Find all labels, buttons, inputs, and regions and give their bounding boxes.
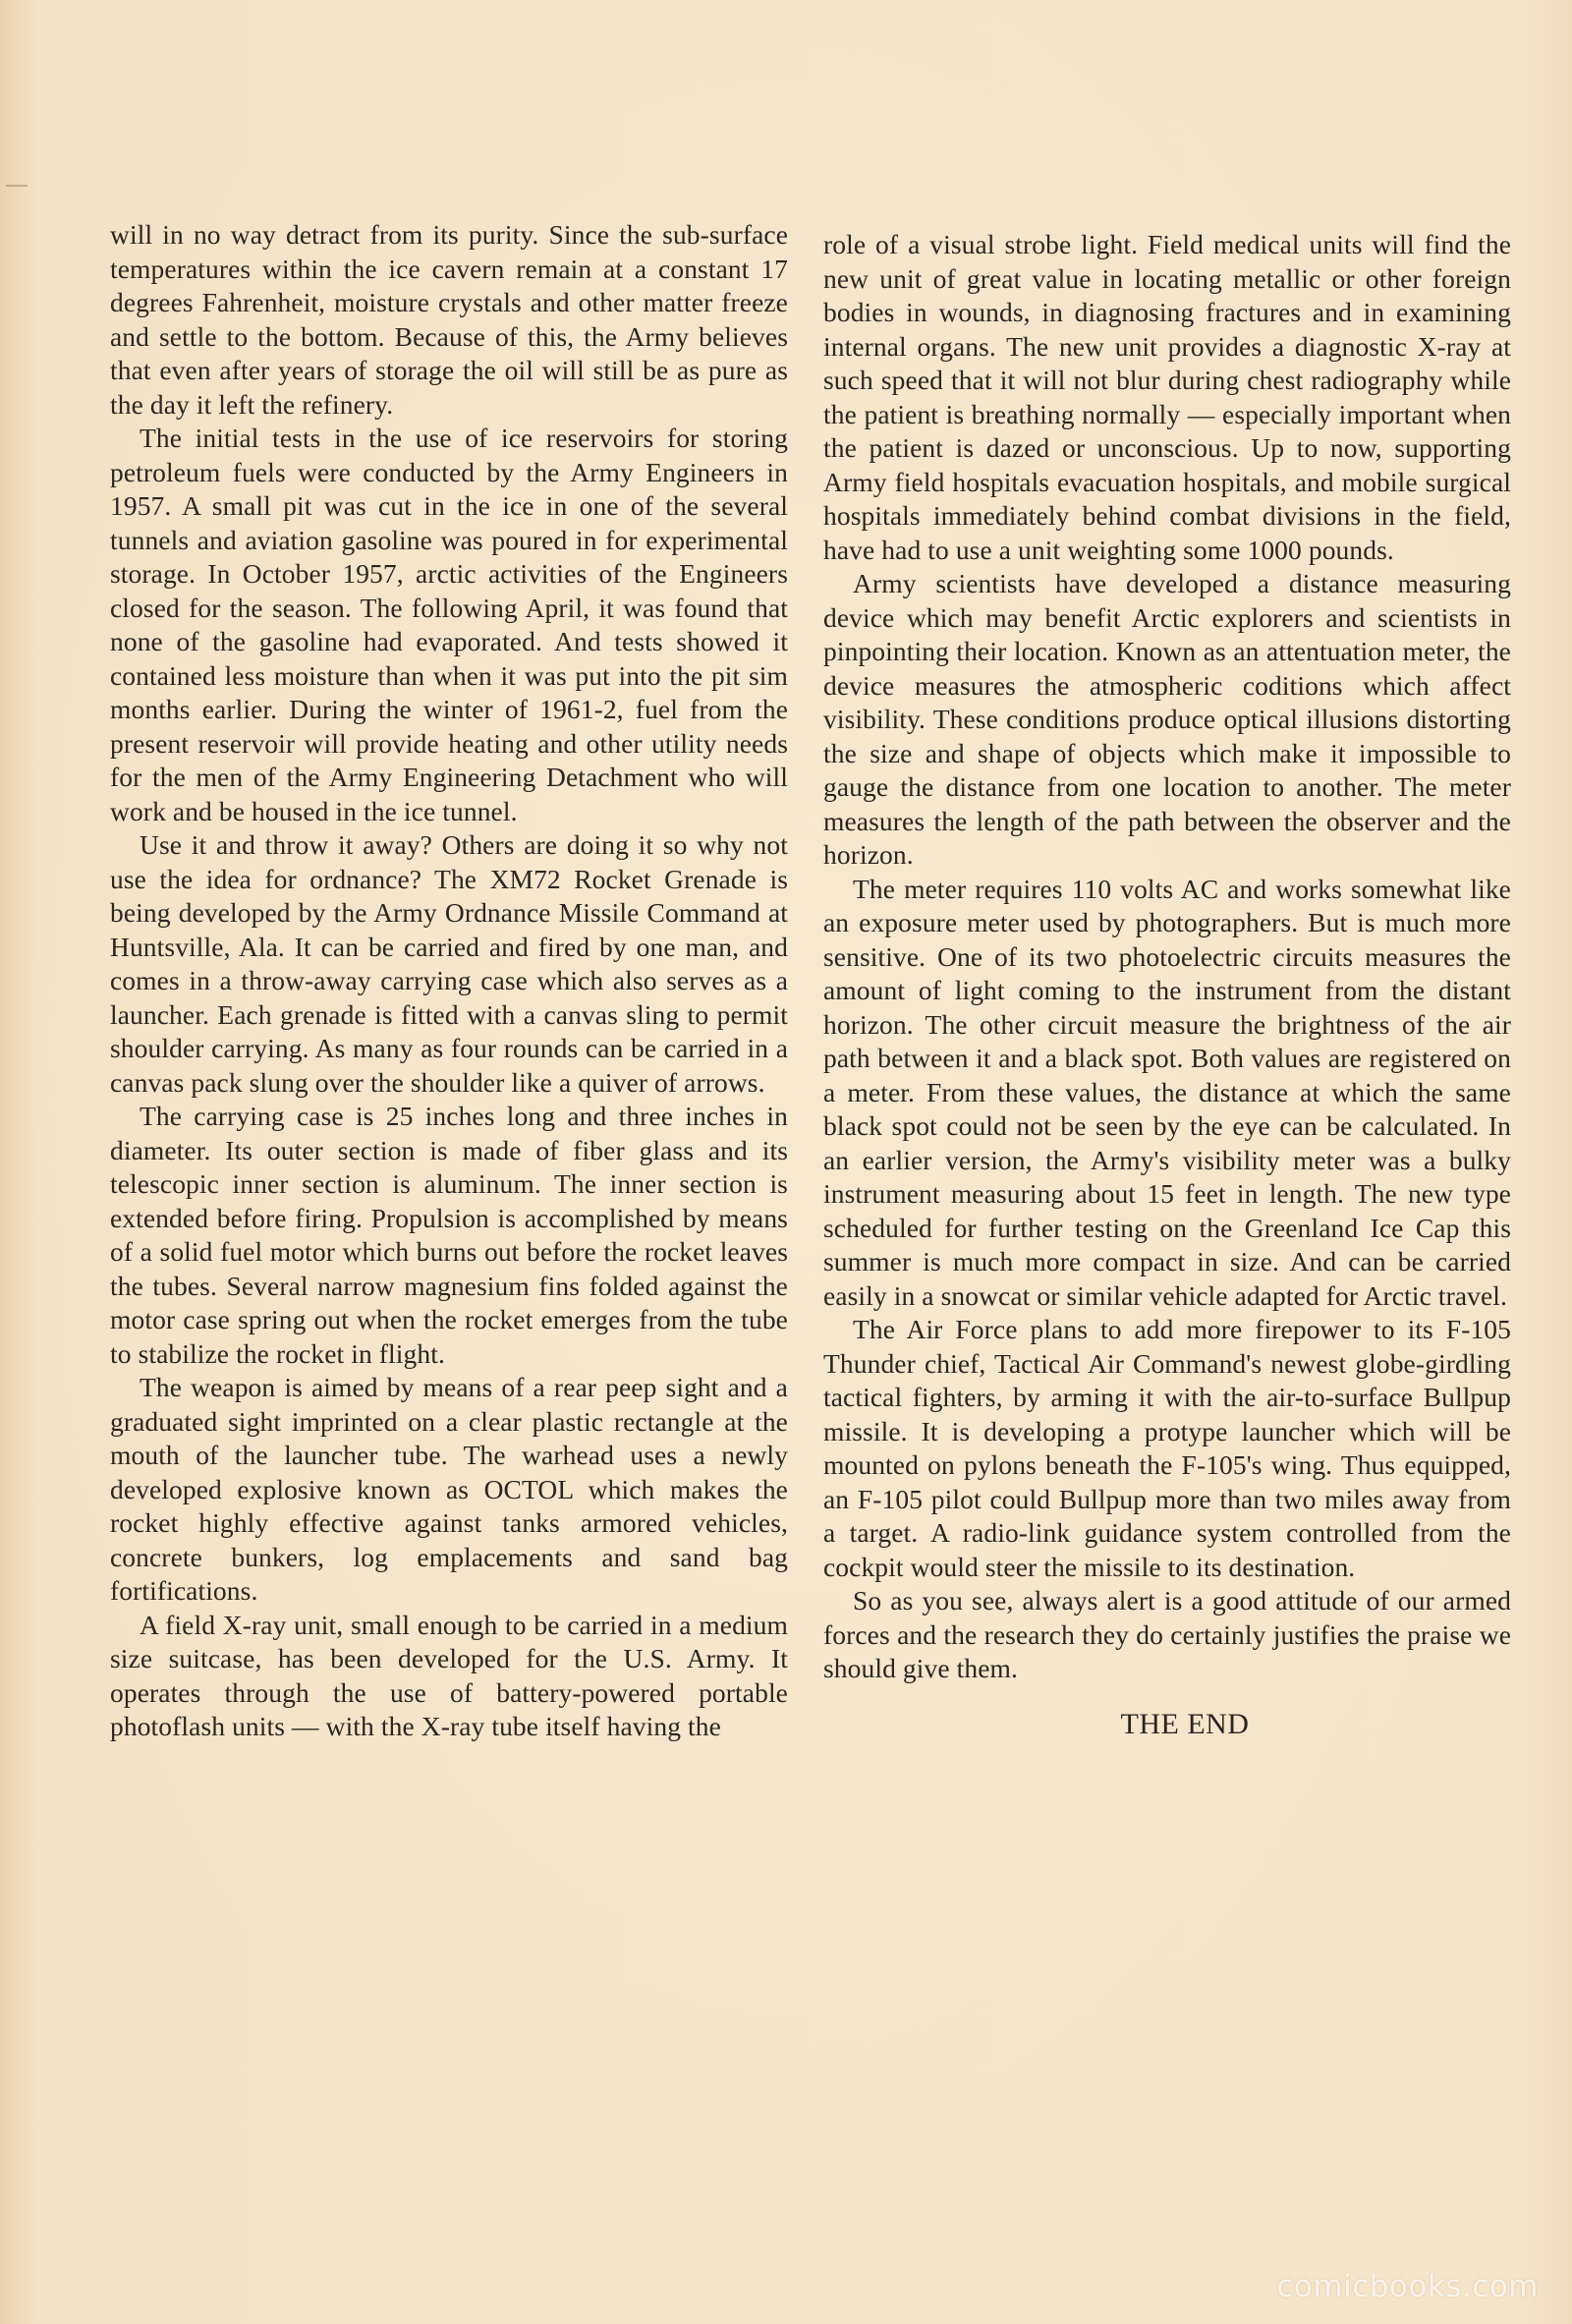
paragraph: The meter requires 110 volts AC and works somewhat like an exposure meter used by photographers. But is much more sensitive. One of its two photoelectric circuits measures the amount of light coming to the instrument from the distant horizon. The other circuit measure the brightness of the air path between it and a black spot. Both values are registered on a meter. From these values, the distance at which the same black spot could not be seen by the eye can be calculated. In an earlier version, the Army's visibility meter was a bulky instrument measuring about 15 feet in length. The new type scheduled for further testing on the Greenland Ice Cap this summer is much more compact in size. And can be carried easily in a snowcat or similar vehicle adapted for Arctic travel. (823, 873, 1511, 1311)
the-end-label: THE END (1120, 1707, 1250, 1740)
paragraph: The initial tests in the use of ice reservoirs for storing petroleum fuels were conducted by the Army Engineers in 1957. A small pit was cut in the ice in one of the several tunnels and aviation gasoline was poured in for experimental storage. In October 1957, arctic activities of the Engineers closed for the season. The following April, it was found that none of the gasoline had evaporated. And tests showed it contained less moisture than when it was put into the pit sim months earlier. During the winter of 1961-2, fuel from the present reservoir will provide heating and other utility needs for the men of the Army Engineering Detachment who will work and be housed in the ice tunnel. (110, 423, 788, 826)
left-column (110, 218, 788, 1744)
paragraph: Army scientists have developed a distance measuring device which may benefit Arctic explorers and scientists in pinpointing their location. Known as an attentuation meter, the device measures the atmospheric coditions which affect visibility. These conditions produce optical illusions distorting the size and shape of objects which make it impossible to gauge the distance from one location to another. The meter measures the length of the path between the observer and the horizon. (823, 568, 1511, 870)
paragraph: role of a visual strobe light. Field medical units will find the new unit of great value in locating metallic or other foreign bodies in wounds, in diagnosing fractures and in examining internal organs. The new unit provides a diagnostic X-ray at such speed that it will not blur during chest radiography while the patient is breathing normally — especially important when the patient is dazed or unconscious. Up to now, supporting Army field hospitals evacuation hospitals, and mobile surgical hospitals immediately behind combat divisions in the field, have had to use a unit weighting some 1000 pounds. (823, 229, 1511, 565)
paragraph: will in no way detract from its purity. Since the sub-surface temperatures within the ice cavern remain at a constant 17 degrees Fahrenheit, moisture crystals and other matter freeze and settle to the bottom. Because of this, the Army believes that even after years of storage the oil will still be as pure as the day it left the refinery. (110, 219, 788, 420)
paragraph: The Air Force plans to add more firepower to its F-105 Thunder chief, Tactical Air Command's newest globe-girdling tactical fighters, by arming it with the air-to-surface Bullpup missile. It is developing a protype launcher which will be mounted on pylons beneath the F-105's wing. Thus equipped, an F-105 pilot could Bullpup more than two miles away from a target. A radio-link guidance system controlled from the cockpit would steer the missile to its destination. (823, 1314, 1511, 1582)
watermark: comicbooks.com (1276, 2269, 1539, 2304)
paragraph: So as you see, always alert is a good attitude of our armed forces and the research they do certainly justifies the praise we should give them. (823, 1585, 1511, 1683)
right-column (823, 228, 1511, 1741)
paragraph: Use it and throw it away? Others are doing it so why not use the idea for ordnance? The XM72 Rocket Grenade is being developed by the Army Ordnance Missile Command at Huntsville, Ala. It can be carried and fired by one man, and comes in a throw-away carrying case which also serves as a launcher. Each grenade is fitted with a canvas sling to permit shoulder carrying. As many as four rounds can be carried in a canvas pack slung over the shoulder like a quiver of arrows. (110, 829, 788, 1098)
paragraph: The weapon is aimed by means of a rear peep sight and a graduated sight imprinted on a clear plastic rectangle at the mouth of the launcher tube. The warhead uses a newly developed explosive known as OCTOL which makes the rocket highly effective against tanks armored vehicles, concrete bunkers, log emplacements and sand bag fortifications. (110, 1372, 788, 1606)
margin-mark (6, 185, 28, 187)
paragraph: A field X-ray unit, small enough to be carried in a medium size suitcase, has been developed for the U.S. Army. It operates through the use of battery-powered portable photoflash units — with the X-ray tube itself having the (110, 1609, 788, 1741)
paragraph: The carrying case is 25 inches long and three inches in diameter. Its outer section is made of fiber glass and its telescopic inner section is aluminum. The inner section is extended before firing. Propulsion is accomplished by means of a solid fuel motor which burns out before the rocket leaves the tubes. Several narrow magnesium fins folded against the motor case spring out when the rocket emerges from the tube to stabilize the rocket in flight. (110, 1101, 788, 1369)
